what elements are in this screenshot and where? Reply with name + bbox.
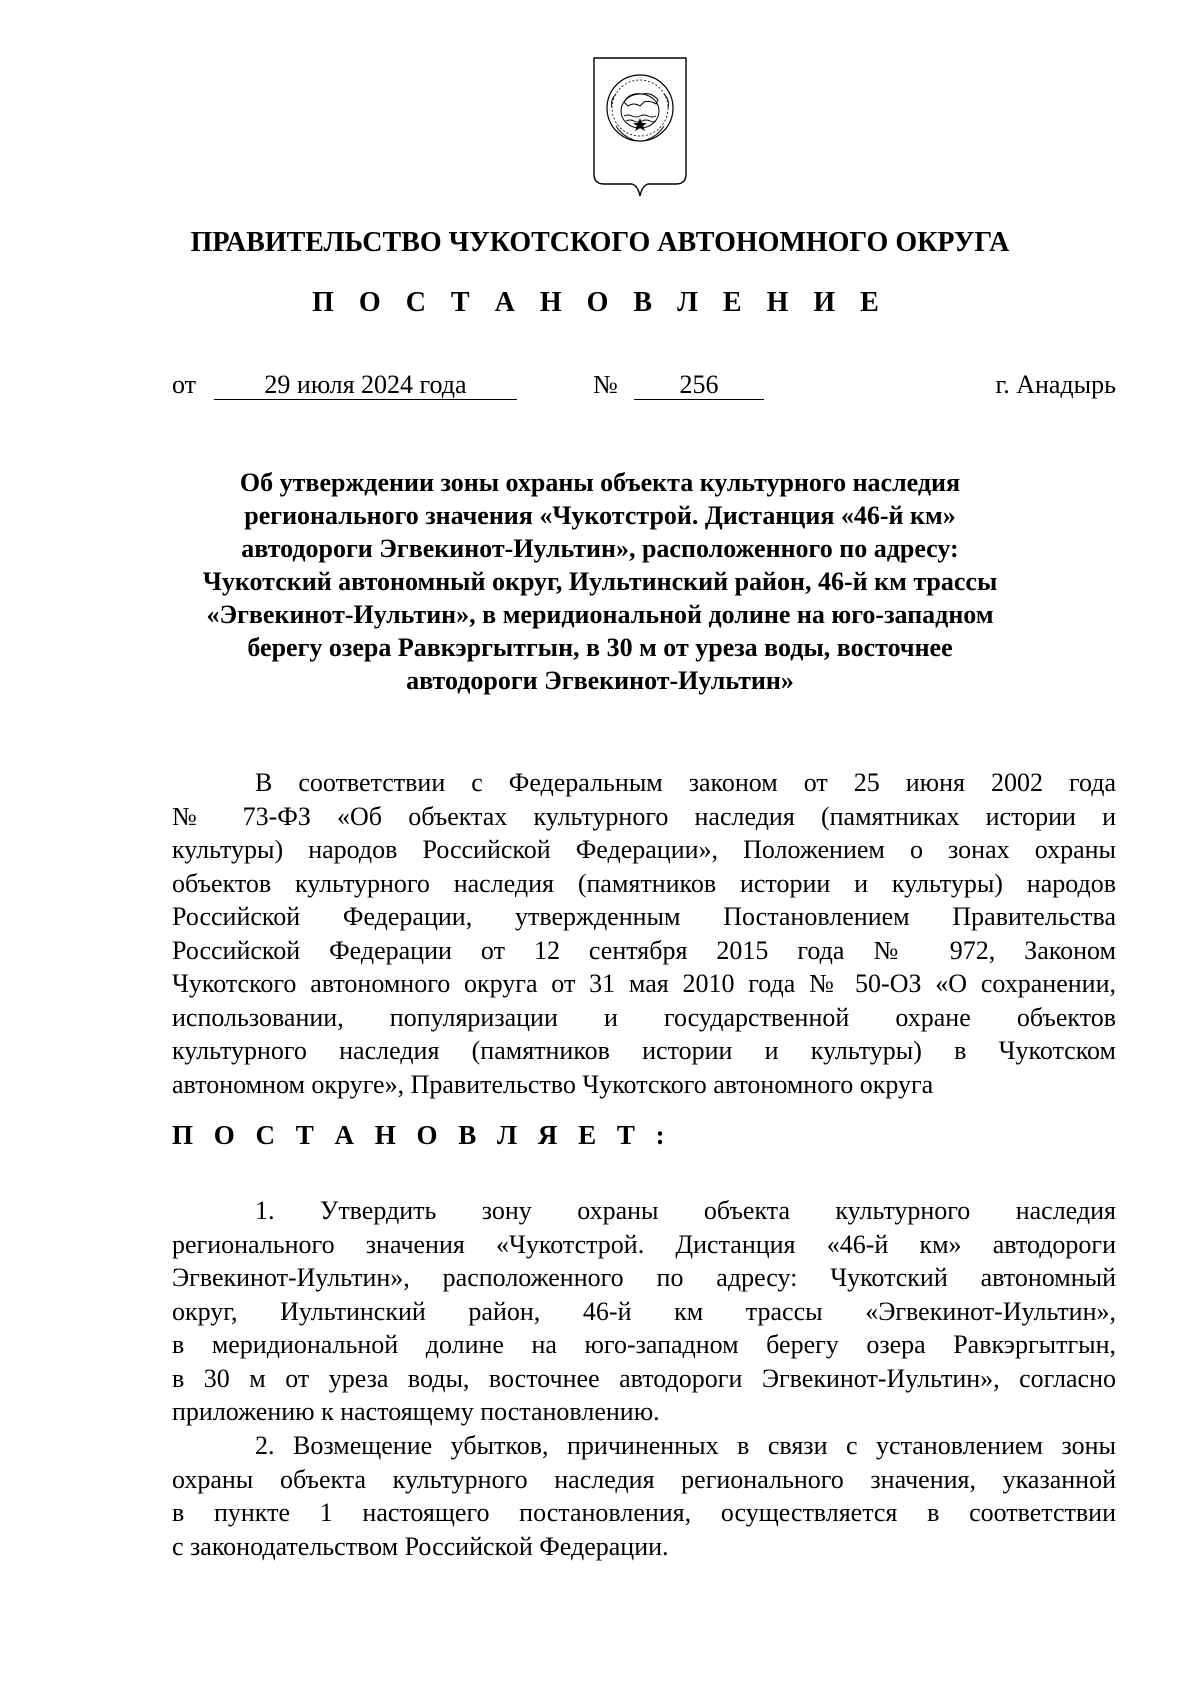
document-place: г. Анадырь <box>995 370 1116 399</box>
subject-line: Об утверждении зоны охраны объекта культурного наследия <box>239 468 961 497</box>
preamble-line: № 73-ФЗ «Об объектах культурного наследия (памятниках истории и <box>172 801 1116 831</box>
subject-line: автодороги Эгвекинот-Иультин», расположенного по адресу: <box>241 534 959 563</box>
preamble-line: автономном округе», Правительство Чукотского автономного округа <box>172 1069 934 1099</box>
preamble-line: Российской Федерации от 12 сентября 2015 года № 972, Законом <box>172 935 1116 965</box>
date-label: от <box>172 370 197 399</box>
item-line: охраны объекта культурного наследия регионального значения, указанной <box>172 1464 1116 1494</box>
item-line: 2. Возмещение убытков, причиненных в связи с установлением зоны <box>255 1431 1116 1460</box>
preamble-line: объектов культурного наследия (памятников истории и культуры) народов <box>172 868 1116 898</box>
preamble-line: культуры) народов Российской Федерации», Положением о зонах охраны <box>172 835 1116 864</box>
number-label: № <box>593 370 618 399</box>
coat-of-arms-icon <box>590 56 690 206</box>
subject-line: автодороги Эгвекинот-Иультин» <box>406 666 794 695</box>
document-subject <box>150 466 1050 697</box>
item-line: Эгвекинот-Иультин», расположенного по адресу: Чукотский автономный <box>172 1263 1116 1292</box>
document-number: 256 <box>634 368 764 400</box>
document-meta-line <box>172 368 1116 408</box>
preamble-line: культурного наследия (памятников истории и культуры) в Чукотском <box>172 1036 1116 1065</box>
subject-line: регионального значения «Чукотстрой. Дистанция «46-й км» <box>244 501 956 530</box>
subject-line: «Эгвекинот-Иультин», в меридиональной долине на юго-западном <box>206 600 994 629</box>
decree-item-2 <box>172 1429 1116 1563</box>
preamble-line: использовании, популяризации и государственной охране объектов <box>172 1002 1116 1032</box>
preamble-line: Российской Федерации, утвержденным Постановлением Правительства <box>172 902 1116 931</box>
government-title: ПРАВИТЕЛЬСТВО ЧУКОТСКОГО АВТОНОМНОГО ОКРУГА <box>190 227 1010 258</box>
item-line: округ, Иультинский район, 46-й км трассы «Эгвекинот-Иультин», <box>172 1296 1116 1326</box>
decree-item-1 <box>172 1194 1116 1429</box>
document-date: 29 июля 2024 года <box>214 368 517 400</box>
item-line: в меридиональной долине на юго-западном берегу озера Равкэргытгын, <box>172 1330 1116 1359</box>
subject-line: Чукотский автономный округ, Иультинский район, 46-й км трассы <box>202 567 998 596</box>
item-line: регионального значения «Чукотстрой. Дистанция «46-й км» автодороги <box>172 1229 1116 1259</box>
preamble-line: Чукотского автономного округа от 31 мая 2010 года № 50-ОЗ «О сохранении, <box>172 969 1116 998</box>
item-line: в пункте 1 настоящего постановления, осуществляется в соответствии <box>172 1498 1116 1527</box>
preamble-paragraph <box>172 766 1116 1101</box>
subject-line: берегу озера Равкэргытгын, в 30 м от уреза воды, восточнее <box>247 633 953 662</box>
document-type-heading: П О С Т А Н О В Л Е Н И Е <box>312 287 888 318</box>
item-line: в 30 м от уреза воды, восточнее автодороги Эгвекинот-Иультин», согласно <box>172 1363 1116 1393</box>
item-line: 1. Утвердить зону охраны объекта культурного наследия <box>255 1196 1116 1225</box>
item-line: приложению к настоящему постановлению. <box>172 1397 660 1426</box>
decree-heading: П О С Т А Н О В Л Я Е Т : <box>172 1120 672 1150</box>
item-line: с законодательством Российской Федерации. <box>172 1531 669 1561</box>
preamble-line: В соответствии с Федеральным законом от 25 июня 2002 года <box>255 768 1116 797</box>
